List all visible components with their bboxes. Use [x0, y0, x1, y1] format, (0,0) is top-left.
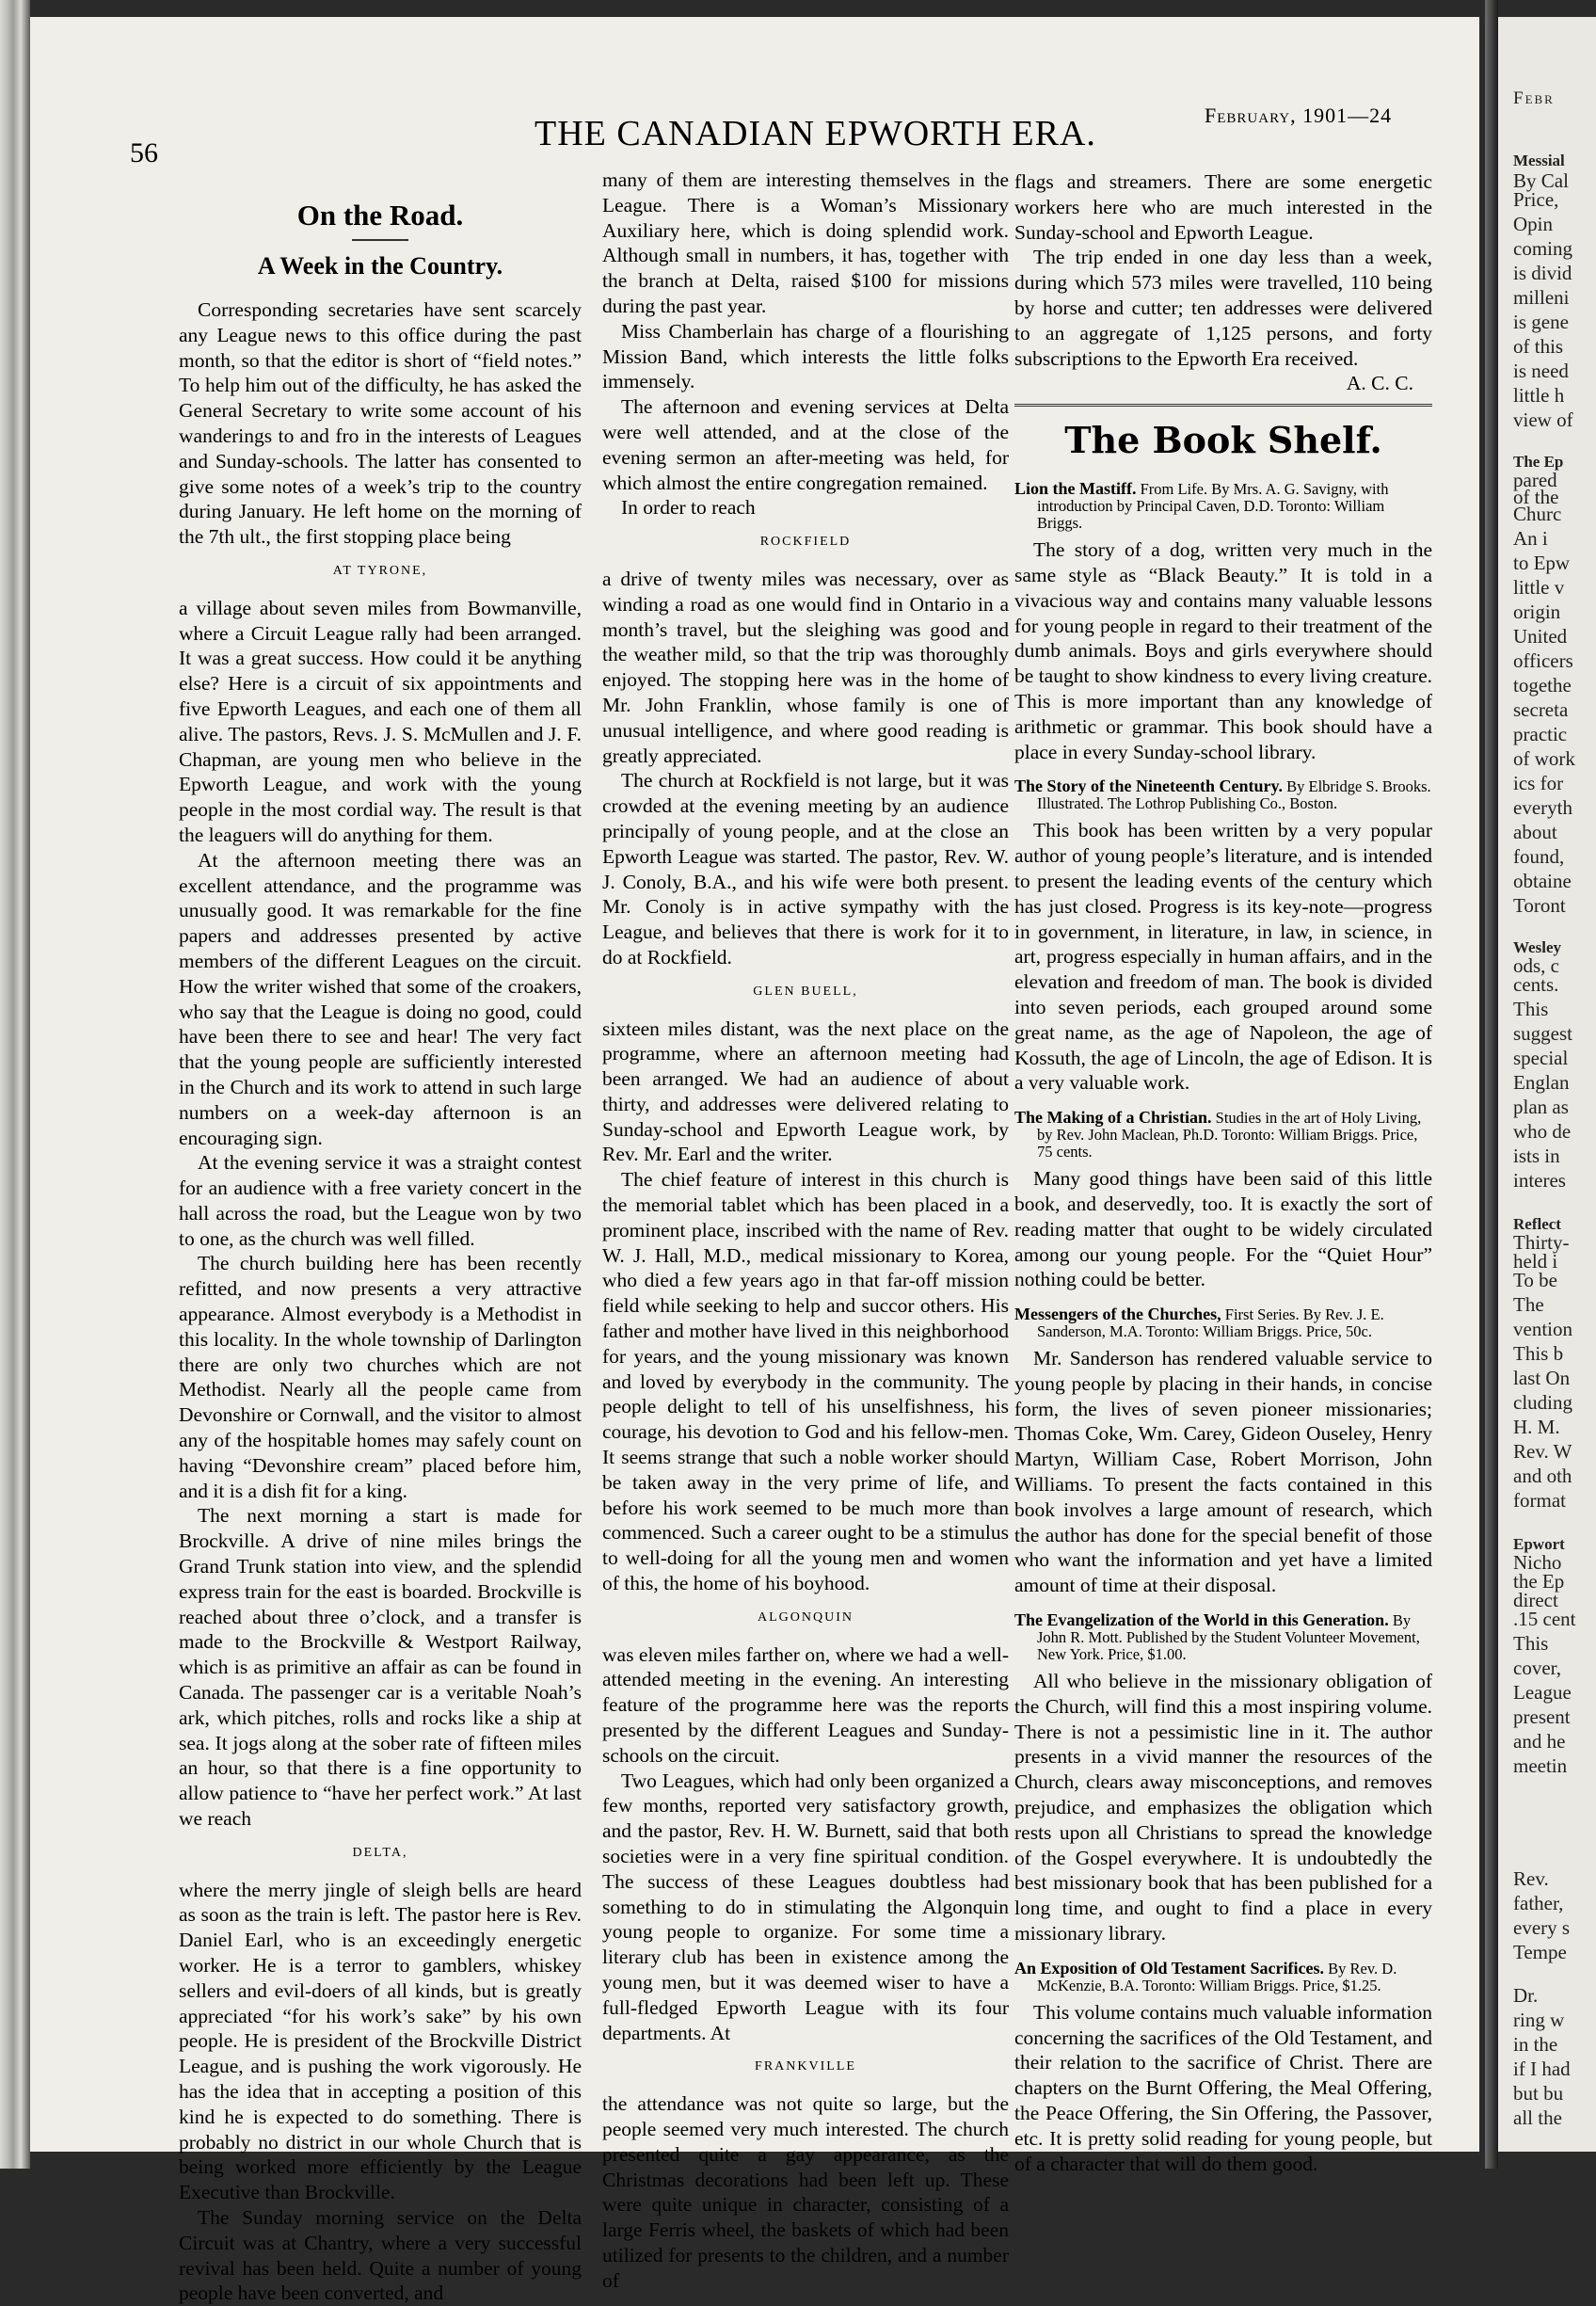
adjacent-page-line: The Ep [1513, 453, 1564, 471]
column-1 [179, 198, 582, 2306]
adjacent-page-line: Price, [1513, 188, 1559, 211]
adjacent-page-line: coming [1513, 237, 1572, 260]
paragraph: where the merry jingle of sleigh bells are heard as soon as the train is left. The pastor here is Rev. Daniel Earl, who is an exceedingly energetic worker. He is a terror to gamblers, whiskey sellers and evil-doers of all kinds, but is greatly appreciated “for his work’s sake” by his own people. He is president of the Brockville District League, and is pushing the work vigorously. He has the idea that in accepting a position of this kind he is expected to do something. There is probably no district in our whole Church that is being worked more efficiently by the League Executive than Brockville. [179, 1878, 582, 2204]
book-title: An Exposition of Old Testament Sacrifices. [1014, 1958, 1325, 1978]
adjacent-page-line: United [1513, 625, 1568, 648]
adjacent-page-line: cover, [1513, 1657, 1562, 1679]
paragraph: The church building here has been recently refitted, and now presents a very attractive appearance. Almost everybody is a Methodist in this locality. In the whole township of Darlington there are only two churches which are not Methodist. Nearly all the people came from Devonshire or Cornwall, and the visitor to almost any of the hospitable homes may safely count on having “Devonshire cream” placed before him, and it is a dish fit for a king. [179, 1252, 582, 1502]
book-review: This book has been written by a very popular author of young people’s literature, and is intended to present the leading events of the century which has just closed. Progress is its key-note—progress in government, in literature, in law, in science, in art, progress especially in human affairs, and in the elevation and freedom of man. The book is divided into seven periods, each grouped around some great name, as the age of Napoleon, the age of Kossuth, the age of Lincoln, the age of Edison. It is a very valuable work. [1014, 819, 1432, 1095]
book-meta: By Rev. D. McKenzie, B.A. Toronto: William Briggs. Price, $1.25. [1037, 1959, 1397, 1994]
paragraph: At the evening service it was a straight contest for an audience with a free variety concert in the hall across the road, but the League won by two to one, as the church was well filled. [179, 1151, 582, 1250]
issue-date: February, 1901—24 [1205, 104, 1393, 127]
adjacent-page-line: Churc [1513, 503, 1562, 525]
adjacent-page-line: ics for [1513, 772, 1564, 794]
paragraph: the attendance was not quite so large, but the people seemed very much interested. The church presented quite a gay appearance, as the Christmas decorations had been left up. These were quite unique in character, consisting of a large Ferris wheel, the baskets of which had been utilized for presents to the children, and a number of [602, 2092, 1009, 2292]
adjacent-page-line: obtaine [1513, 870, 1572, 892]
paragraph: The chief feature of interest in this church is the memorial tablet which has been placed in a prominent place, inscribed with the name of Rev. W. J. Hall, M.D., medical missionary to Korea, who died a few years ago in that far-off mission field while seeking to help and succor others. His father and mother have lived in this neighborhood for years, and the young missionary was known and loved by everybody in the community. The people delight to tell of his unselfishness, his courage, his devotion to God and his fellow-men. It seems strange that such a noble worker should be taken away in the very prime of life, and before his work seemed to be much more than commenced. Such a career ought to be a stimulus to well-doing for all the young men and women of this, the home of his boyhood. [602, 1168, 1009, 1595]
section-rule [1014, 404, 1432, 407]
adjacent-page-line: every s [1513, 1916, 1571, 1939]
adjacent-page-line: held i [1513, 1250, 1558, 1273]
adjacent-page-line: League [1513, 1681, 1572, 1704]
adjacent-page-line: last On [1513, 1367, 1571, 1389]
adjacent-page-line: ring w [1513, 2009, 1565, 2031]
paragraph: At the afternoon meeting there was an excellent attendance, and the programme was unusually good. It was remarkable for the fine papers and addresses presented by active members of the different Leagues on the circuit. How the writer wished that some of the croakers, who say that the League is doing no good, could have been there to see and hear! The very fact that the young people are sufficiently interested in the Church and its work to attend in such large numbers on a week-day afternoon is an encouraging sign. [179, 848, 582, 1149]
adjacent-page-line: .15 cent [1513, 1608, 1576, 1630]
adjacent-page-line: ists in [1513, 1145, 1560, 1167]
adjacent-page-line: Messial [1513, 152, 1565, 169]
adjacent-page-line: H. M. [1513, 1416, 1560, 1438]
paragraph: many of them are interesting themselves in the League. There is a Woman’s Missionary Auxiliary here, which is doing splendid work. Although small in numbers, it has, together with the branch at Delta, raised $100 for missions during the past year. [602, 168, 1009, 317]
adjacent-page-line: all the [1513, 2106, 1562, 2129]
place-heading: ROCKFIELD [759, 535, 852, 550]
book-entry-header [1014, 777, 1432, 813]
adjacent-page-line: togethe [1513, 674, 1572, 697]
adjacent-page-line: Nicho [1513, 1551, 1562, 1574]
paragraph: a drive of twenty miles was necessary, over as winding a road as one would find in Ontario in a month’s travel, but the sleighing was good and the weather mild, so that the trip was thoroughly enjoyed. The stopping here was in the home of Mr. John Franklin, whose family is one of unusual intelligence, and where good reading is greatly appreciated. [602, 567, 1009, 767]
adjacent-page-line: Toront [1513, 894, 1566, 917]
paragraph: In order to reach [621, 496, 756, 520]
adjacent-page-line: cents. [1513, 973, 1559, 996]
adjacent-page-line: Rev. W [1513, 1440, 1572, 1463]
adjacent-page-line: Febr [1513, 88, 1555, 108]
book-review: Many good things have been said of this little book, and deservedly, too. It is exactly the sort of reading matter that ought to be widely circulated among our young people. For the “Quiet Hour” nothing could be better. [1014, 1167, 1432, 1291]
adjacent-page-line: milleni [1513, 286, 1570, 309]
adjacent-page-line: Rev. [1513, 1867, 1549, 1890]
adjacent-page-line: cluding [1513, 1391, 1572, 1414]
column-2 [602, 168, 1009, 2294]
book-meta: By John R. Mott. Published by the Student Volunteer Movement, New York. Price, $1.00. [1037, 1611, 1420, 1664]
adjacent-page-line: who de [1513, 1120, 1572, 1143]
adjacent-page-line: little h [1513, 384, 1565, 407]
adjacent-page-line: to Epw [1513, 552, 1571, 574]
adjacent-page-line: Epwort [1513, 1535, 1565, 1553]
adjacent-page-line: Tempe [1513, 1941, 1567, 1963]
place-heading: ALGONQUIN [758, 1609, 854, 1625]
adjacent-page-line: but bu [1513, 2082, 1564, 2105]
book-entry-header [1014, 1958, 1432, 1994]
paragraph: flags and streamers. There are some energetic workers here who are much interested in the Sunday-school and Epworth League. [1014, 170, 1432, 244]
adjacent-page-line: the Ep [1513, 1570, 1565, 1593]
paragraph: The Sunday morning service on the Delta Circuit was at Chantry, where a very successful revival has been held. Quite a number of young people have been converted, and [179, 2205, 582, 2305]
adjacent-page-line: The [1513, 1293, 1544, 1316]
book-meta: From Life. By Mrs. A. G. Savigny, with introduction by Principal Caven, D.D. Toronto: William Briggs. [1037, 480, 1389, 533]
adjacent-page-line: is divid [1513, 262, 1572, 284]
adjacent-page-line: if I had [1513, 2058, 1571, 2080]
adjacent-page-line: of this [1513, 335, 1564, 358]
book-entry-header [1014, 1610, 1432, 1664]
paragraph: The trip ended in one day less than a week, during which 573 miles were travelled, 110 being by horse and cutter; ten addresses were delivered to an aggregate of 1,125 persons, and forty subscriptions to the Epworth Era received. [1014, 246, 1432, 370]
book-entry-header [1014, 1305, 1432, 1341]
column-3 [1014, 169, 1432, 2176]
book-meta: First Series. By Rev. J. E. Sanderson, M.A. Toronto: William Briggs. Price, 50c. [1037, 1305, 1384, 1341]
adjacent-page-line: of the [1513, 486, 1559, 508]
adjacent-page-line: vention [1513, 1318, 1572, 1340]
book-spine [0, 0, 30, 2169]
adjacent-page-line: plan as [1513, 1096, 1569, 1118]
masthead: THE CANADIAN EPWORTH ERA. [535, 114, 1096, 153]
adjacent-page-line: format [1513, 1489, 1566, 1512]
adjacent-page-line: To be [1513, 1269, 1557, 1291]
book-title: Lion the Mastiff. [1014, 479, 1137, 499]
adjacent-page-line: view of [1513, 408, 1573, 431]
article-subtitle: A Week in the Country. [257, 252, 503, 280]
adjacent-page-line: origin [1513, 601, 1561, 623]
book-meta: By Elbridge S. Brooks. Illustrated. The Lothrop Publishing Co., Boston. [1037, 777, 1431, 813]
book-review: The story of a dog, written very much in the same style as “Black Beauty.” It is told in a vivacious way and contains many valuable lessons for young people in regard to their treatment of the dumb animals. Boys and girls everywhere should be taught to show kindness to every living creature. This is more important than any knowledge of arithmetic or grammar. This book should have a place in every Sunday-school library. [1014, 538, 1432, 763]
paragraph: Corresponding secretaries have sent scarcely any League news to this office during the past month, so that the editor is short of “field notes.” To help him out of the difficulty, he has asked the General Secretary to write some account of his wanderings to and fro in the interests of Leagues and Sunday-schools. The latter has consented to give some notes of a week’s trip to the country during January. He left home on the morning of the 7th ult., the first stopping place being [179, 298, 582, 549]
adjacent-page-line: Wesley [1513, 938, 1561, 956]
article-title: On the Road. [296, 199, 464, 232]
book-review: Mr. Sanderson has rendered valuable service to young people by placing in their hands, in concise form, the lives of seven pioneer missionaries; Thomas Coke, Wm. Carey, Gideon Ouseley, Henry Martyn, William Case, Robert Morrison, John Williams. To present the facts contained in this book involves a large amount of research, which the author has done for the special benefit of those who want the information and yet have a limited amount of time at their disposal. [1014, 1347, 1432, 1597]
paragraph: The next morning a start is made for Brockville. A drive of nine miles brings the Grand Trunk station into view, and the splendid express train for the east is boarded. Brockville is reached about three o’clock, and a transfer is made to the Brockville & Westport Railway, which is as primitive an affair as can be found in Canada. The passenger car is a veritable Noah’s ark, which pitches, rolls and rocks like a ship at sea. It jogs along at the sober rate of fifteen miles an hour, so that there is a fine opportunity to allow patience to “have her perfect work.” At last we reach [179, 1504, 582, 1831]
adjacent-page-line: present [1513, 1705, 1571, 1728]
book-meta: Studies in the art of Holy Living, by Rev. John Maclean, Ph.D. Toronto: William Briggs. Price, 75 cents. [1037, 1109, 1422, 1161]
adjacent-page-line: and he [1513, 1730, 1566, 1753]
adjacent-page-line: in the [1513, 2033, 1558, 2056]
adjacent-page-line: pared [1513, 469, 1557, 491]
adjacent-page-line: is gene [1513, 311, 1569, 333]
place-heading: AT TYRONE, [332, 563, 428, 578]
page-gutter [1485, 0, 1498, 2169]
place-heading: GLEN BUELL, [753, 984, 858, 999]
book-entry-header [1014, 1108, 1432, 1161]
paragraph: sixteen miles distant, was the next place on the programme, where an afternoon meeting had been arranged. We had an audience of about thirty, and addresses were delivered relating to Sunday-school and Epworth League work, by Rev. Mr. Earl and the writer. [602, 1017, 1009, 1166]
book-title: Messengers of the Churches, [1014, 1305, 1221, 1324]
adjacent-page-line: direct [1513, 1589, 1558, 1611]
adjacent-page-line: This [1513, 998, 1549, 1020]
paragraph: The church at Rockfield is not large, but it was crowded at the evening meeting by an audience principally of young people, and at the close an Epworth League was started. The pastor, Rev. W. J. Conoly, B.A., and his wife were both present. Mr. Conoly is in active sympathy with the League, and believes that there is work for it to do at Rockfield. [602, 769, 1009, 969]
paragraph: Miss Chamberlain has charge of a flourishing Mission Band, which interests the little folks immensely. [602, 319, 1009, 393]
adjacent-page-line: This b [1513, 1342, 1564, 1365]
page-number: 56 [130, 137, 158, 168]
adjacent-page [1498, 17, 1596, 2152]
paragraph: The afternoon and evening services at Delta were well attended, and at the close of the evening sermon an after-meeting was held, for which almost the entire congregation remained. [602, 395, 1009, 494]
title-rule [352, 239, 408, 241]
book-title: The Making of a Christian. [1014, 1108, 1212, 1128]
place-heading: FRANKVILLE [755, 2059, 856, 2074]
adjacent-page-line: found, [1513, 845, 1565, 868]
book-review: All who believe in the missionary obligation of the Church, will find this a most inspiring volume. There is not a pessimistic line in it. The author presents in a vivid manner the resources of the Church, clears away misconceptions, and removes prejudice, and emphasizes the obligation which rests upon all Christians to spread the knowledge of the Gospel everywhere. It is undoubtedly the best missionary book that has been published for a long time, and ought to find a place in every missionary library. [1014, 1670, 1432, 1946]
adjacent-page-line: officers [1513, 649, 1573, 672]
adjacent-page-line: everyth [1513, 796, 1572, 819]
adjacent-page-line: Dr. [1513, 1984, 1539, 2007]
adjacent-page-line: practic [1513, 723, 1568, 745]
book-shelf-heading: The Book Shelf. [1064, 419, 1382, 462]
book-title: The Story of the Nineteenth Century. [1014, 777, 1283, 796]
adjacent-page-line: of work [1513, 747, 1575, 770]
adjacent-page-line: Englan [1513, 1071, 1570, 1094]
adjacent-page-line: Opin [1513, 213, 1553, 235]
adjacent-page-line: is need [1513, 360, 1569, 382]
adjacent-page-line: about [1513, 821, 1557, 843]
adjacent-page-line: special [1513, 1047, 1569, 1069]
adjacent-page-line: An i [1513, 527, 1548, 550]
book-entry-header [1014, 479, 1432, 533]
paragraph: Two Leagues, which had only been organized a few months, reported very satisfactory growth, and the pastor, Rev. H. W. Burnett, said that both societies were in a very fine spiritual condition. The success of these Leagues doubtless had something to do in stimulating the Algonquin young people to organize. For some time a literary club has been in existence among the young men, but it was deemed wiser to have a full-fledged Epworth League with its four departments. At [602, 1769, 1009, 2044]
book-title: The Evangelization of the World in this Generation. [1014, 1610, 1389, 1630]
adjacent-page-line: secreta [1513, 698, 1569, 721]
adjacent-page-line: suggest [1513, 1022, 1572, 1045]
adjacent-page-line: ods, c [1513, 954, 1559, 977]
adjacent-page-line: father, [1513, 1892, 1564, 1914]
place-heading: DELTA, [352, 1845, 408, 1860]
signature: A. C. C. [1346, 372, 1413, 395]
adjacent-page-line: meetin [1513, 1754, 1568, 1777]
adjacent-page-line: Reflect [1513, 1215, 1561, 1233]
paragraph: a village about seven miles from Bowmanville, where a Circuit League rally had been arranged. It was a great success. How could it be anything else? Here is a circuit of six appointments and five Epworth Leagues, and each one of them all alive. The pastors, Revs. J. S. McMullen and J. F. Chapman, are young men who believe in the Epworth League, and work with the young people in the most cordial way. The result is that the leaguers will do anything for them. [179, 596, 582, 846]
adjacent-page-line: By Cal [1513, 169, 1569, 192]
book-review: This volume contains much valuable information concerning the sacrifices of the Old Testament, and their relation to the sacrifice of Christ. There are chapters on the Burnt Offering, the Meal Offering, the Peace Offering, the Sin Offering, the Passover, etc. It is pretty solid reading for young people, but of a character that will do them good. [1014, 2000, 1432, 2175]
adjacent-page-line: Thirty- [1513, 1231, 1570, 1254]
paragraph: was eleven miles farther on, where we had a well-attended meeting in the evening. An interesting feature of the programme here was the reports presented by the different Leagues and Sunday-schools on the circuit. [602, 1642, 1009, 1767]
adjacent-page-line: and oth [1513, 1465, 1572, 1487]
adjacent-page-line: interes [1513, 1169, 1566, 1192]
adjacent-page-line: little v [1513, 576, 1565, 599]
adjacent-page-line: This [1513, 1632, 1549, 1655]
